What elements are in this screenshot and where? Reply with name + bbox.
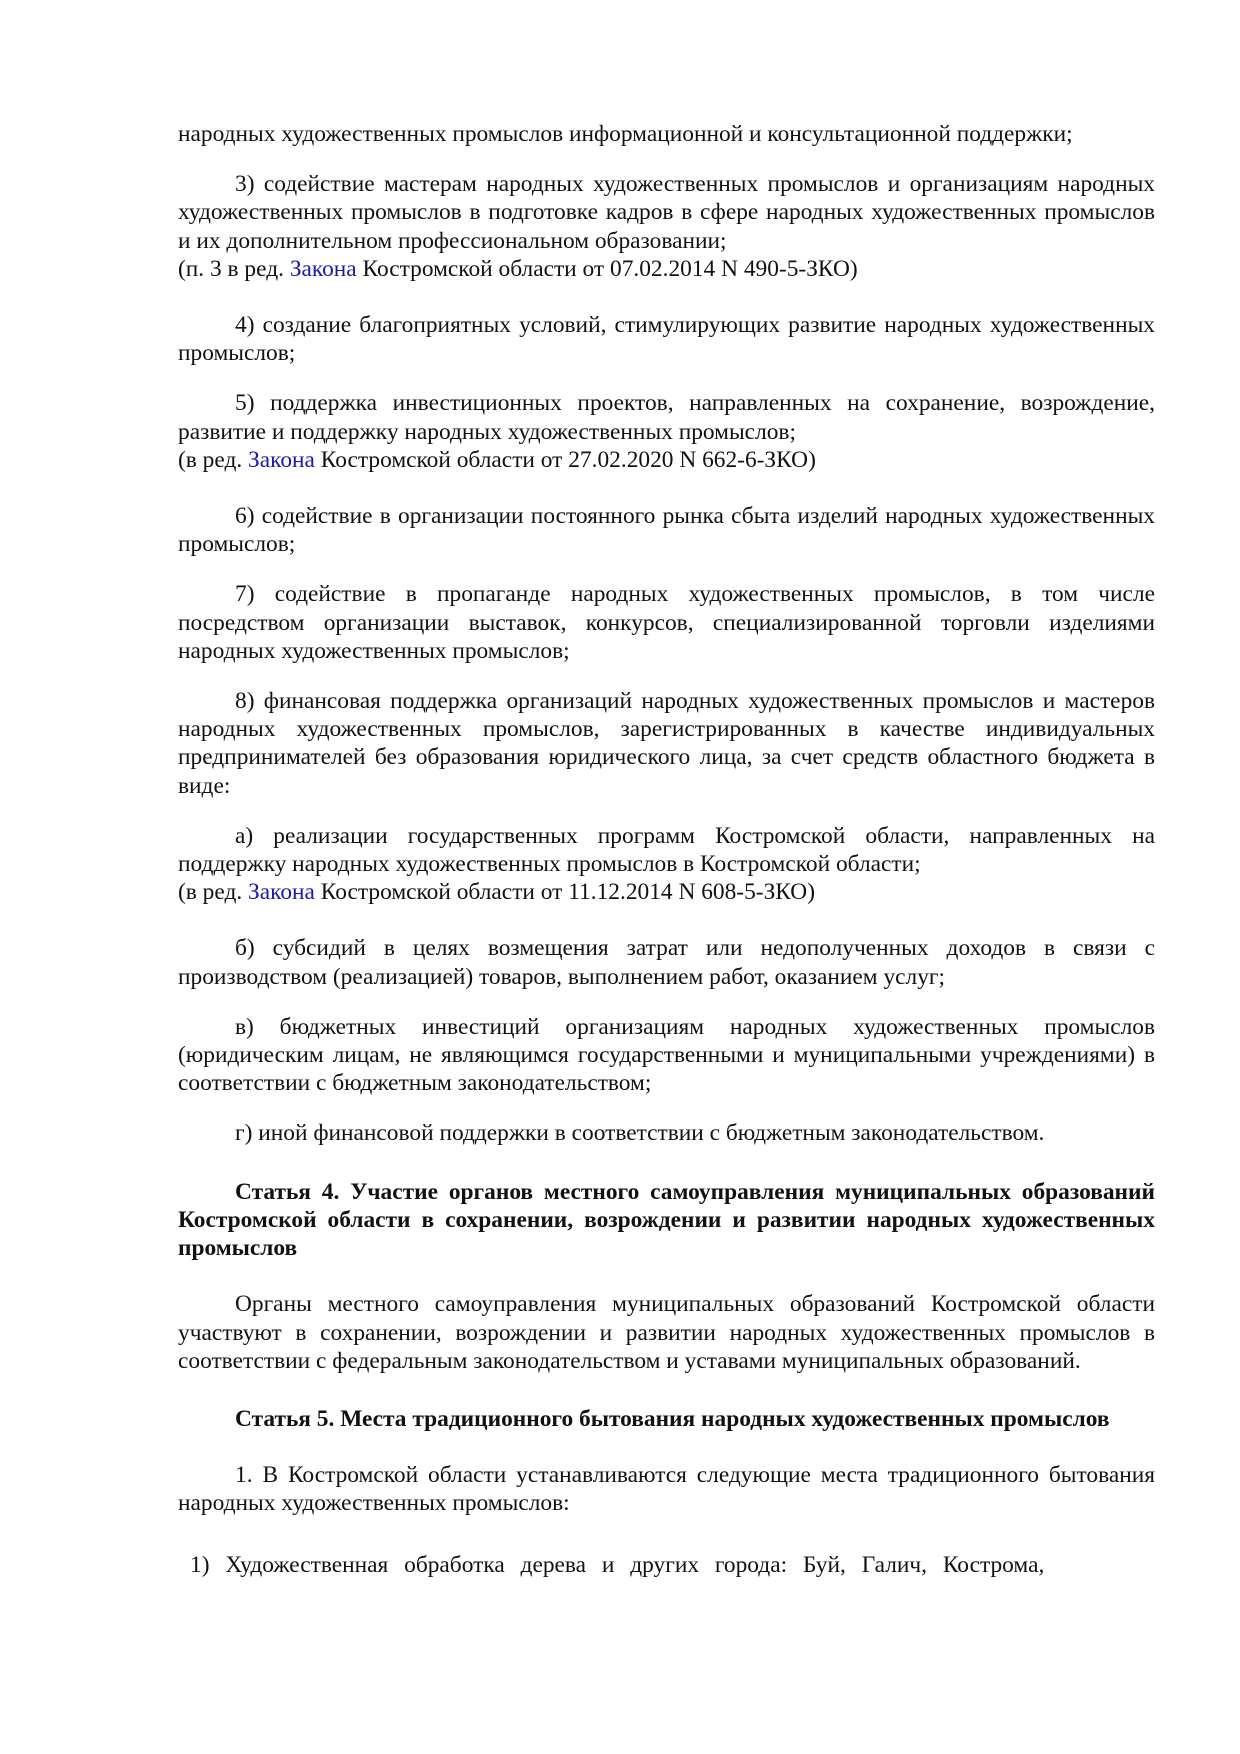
item-7: 7) содействие в пропаганде народных художественных промыслов, в том числе посредством организации выставок, конкурсов, специализированной торговли изделиями народных художественных промыслов; bbox=[178, 581, 1155, 664]
item-5: 5) поддержка инвестиционных проектов, направленных на сохранение, возрождение, развитие и поддержку народных художественных промыслов; bbox=[178, 390, 1155, 445]
note-prefix: (в ред. bbox=[178, 446, 249, 473]
item-3: 3) содействие мастерам народных художественных промыслов и организациям народных художественных промыслов в подготовке кадров в сфере народных художественных промыслов и их дополнительном профессиональном образовании; bbox=[178, 171, 1155, 254]
item-6: 6) содействие в организации постоянного рынка сбыта изделий народных художественных промыслов; bbox=[178, 503, 1155, 558]
note-suffix: Костромской области от 11.12.2014 N 608-5-ЗКО) bbox=[314, 879, 815, 906]
article-4-text: Органы местного самоуправления муниципальных образований Костромской области участвуют в сохранении, возрождении и развитии народных художественных промыслов в соответствии с федеральным законодательством и уставами муниципальных образований. bbox=[178, 1291, 1155, 1374]
document-page bbox=[178, 120, 1155, 1579]
item-4: 4) создание благоприятных условий, стимулирующих развитие народных художественных промыслов; bbox=[178, 312, 1155, 367]
amendment-note-3 bbox=[178, 255, 1155, 283]
subitem-b: б) субсидий в целях возмещения затрат или недополученных доходов в связи с производством (реализацией) товаров, выполнением работ, оказанием услуг; bbox=[178, 935, 1155, 990]
law-link[interactable]: Закона bbox=[289, 255, 357, 282]
law-link[interactable]: Закона bbox=[248, 446, 315, 473]
note-prefix: (в ред. bbox=[178, 879, 249, 906]
amendment-note-5 bbox=[178, 446, 1155, 474]
note-suffix: Костромской области от 07.02.2014 N 490-5-ЗКО) bbox=[356, 255, 858, 282]
amendment-note-a bbox=[178, 878, 1155, 906]
article-5-paragraph-1: 1. В Костромской области устанавливаются следующие места традиционного бытования народных художественных промыслов: bbox=[178, 1462, 1155, 1517]
item-8: 8) финансовая поддержка организаций народных художественных промыслов и мастеров народных художественных промыслов, зарегистрированных в качестве индивидуальных предпринимателей без образования юридического лица, за счет средств областного бюджета в виде: bbox=[178, 688, 1155, 799]
subitem-v: в) бюджетных инвестиций организациям народных художественных промыслов (юридическим лицам, не являющимся государственными и муниципальными учреждениями) в соответствии с бюджетным законодательством; bbox=[178, 1013, 1155, 1097]
article-5-heading: Статья 5. Места традиционного бытования народных художественных промыслов bbox=[235, 1405, 1110, 1432]
list-item-1: 1) Художественная обработка дерева и других города: Буй, Галич, Кострома, bbox=[190, 1551, 1045, 1578]
law-link[interactable]: Закона bbox=[248, 879, 315, 906]
item-2-tail: народных художественных промыслов информационной и консультационной поддержки; bbox=[178, 121, 1073, 147]
note-prefix: (п. 3 в ред. bbox=[178, 255, 290, 282]
article-4-heading: Статья 4. Участие органов местного самоуправления муниципальных образований Костромской области в сохранении, возрождении и развитии народных художественных промыслов bbox=[178, 1178, 1155, 1262]
note-suffix: Костромской области от 27.02.2020 N 662-6-ЗКО) bbox=[314, 446, 816, 473]
subitem-g: г) иной финансовой поддержки в соответствии с бюджетным законодательством. bbox=[235, 1120, 1045, 1147]
subitem-a: а) реализации государственных программ Костромской области, направленных на поддержку народных художественных промыслов в Костромской области; bbox=[178, 822, 1155, 878]
